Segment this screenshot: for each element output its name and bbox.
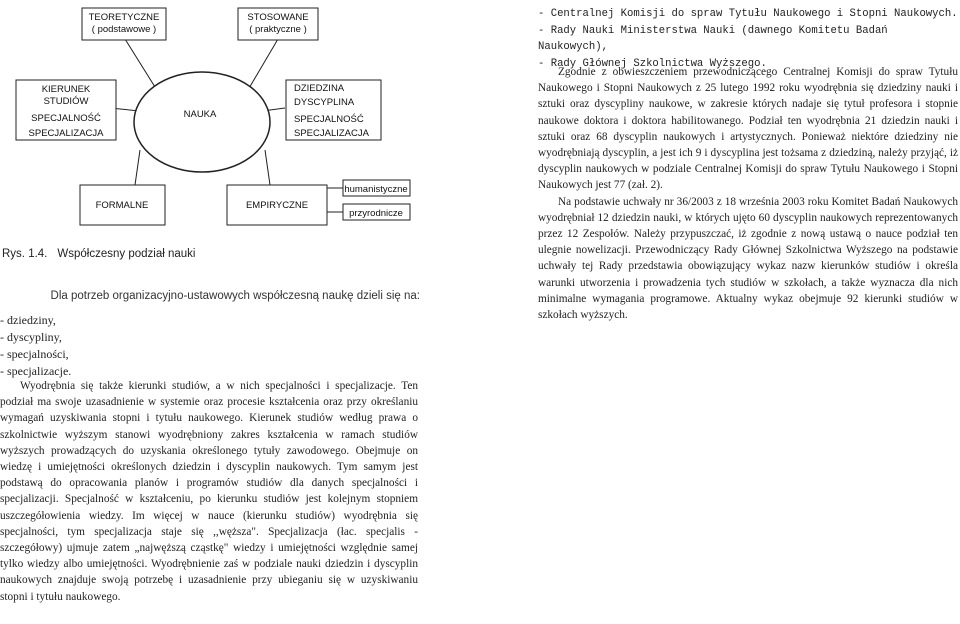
empirical-label: EMPIRYCZNE	[245, 200, 309, 211]
right-box-line-1: DZIEDZINA	[294, 83, 345, 94]
right-box-line-4: SPECJALIZACJA	[294, 128, 369, 139]
right-body-text	[538, 64, 958, 323]
science-label: NAUKA	[183, 109, 217, 120]
division-lead-text: Dla potrzeb organizacyjno-ustawowych współczesną naukę dzieli się na:	[50, 290, 420, 302]
paragraph: Wyodrębnia się także kierunki studiów, a w nich specjalności i specjalizacje. Ten podział ma swoje uzasadnienie w systemie oraz procesie kształcenia oraz przy określaniu wymagań uzyskiwania stopni i tytułu naukowego. Kierunek studiów według prawa o szkolnictwie wyższym stanowi wyodrębniony zakres kształcenia w ramach studiów wyższych prowadzących do uzyskania określonego tytuły zawodowego. Obejmuje on wiedzę i umiejętności określonych dziedzin i dyscyplin naukowych. Tym samym jest podstawą do opracowania planów i programów studiów dla danych specjalności i specjalizacji. Specjalność w kształceniu, po kierunku studiów jest kolejnym stopniem uszczegółowienia wiedzy. Im więcej w nauce (kierunku studiów) wyodrębnia się specjalności, tym specjalizacja staje się ,,węższa". Specjalizacja (łac. specjalis - szczegółowy) ujmuje zatem „najwęższą cząstkę" wiedzy i umiejętności względnie samej tylko wiedzy albo umiejętności. Wyodrębnienie zaś w podziale nauki dziedzin i dyscyplin naukowych znajduje swoją potrzebę i uzasadnienie przy ubieganiu się w uzyskiwaniu stopni i tytułu naukowego.	[0, 380, 418, 603]
list-item: - specjalizacje.	[0, 363, 420, 380]
humanities-label: humanistyczne	[344, 184, 408, 195]
right-box-line-3: SPECJALNOŚĆ	[294, 114, 364, 125]
list-item: - Rady Nauki Ministerstwa Nauki (dawnego Komitetu Badań Naukowych),	[538, 23, 958, 56]
applied-sublabel: ( praktyczne )	[249, 24, 307, 35]
domain-box	[286, 80, 381, 140]
natural-sciences-box	[343, 204, 410, 220]
paragraph: Zgodnie z obwieszczeniem przewodniczącego Centralnej Komisji do spraw Tytułu Naukowego i Stopni Naukowych z 25 lutego 1992 roku wyodrębnia się dziedziny nauki i sztuki oraz dyscypliny naukowe, w zakresie których nadaje się tytuł profesora i stopnie naukowe doktora i doktora habilitowanego. Podział ten wyodrębnia 21 dziedzin nauki i sztuki oraz 68 dyscyplin naukowych i artystycznych. Ponieważ niektóre dziedziny nie wyodrębniają dyscyplin, a jest ich 9 i dyscyplina jest tożsama z dziedziną, należy przyjąć, iż dyscyplin naukowych w podziale Centralnej Komisji do spraw Tytułu Naukowego i Stopni Naukowych jest 77 (zał. 2).	[538, 66, 958, 192]
formal-label: FORMALNE	[95, 200, 149, 211]
empirical-box	[227, 185, 327, 225]
left-body-text	[0, 378, 418, 605]
list-item: - dziedziny,	[0, 312, 420, 329]
right-box-line-2: DYSCYPLINA	[294, 97, 355, 108]
figure-title: Współczesny podział nauki	[57, 248, 196, 260]
left-box-line-4: SPECJALIZACJA	[28, 128, 104, 139]
natural-sciences-label: przyrodnicze	[349, 208, 403, 219]
list-item: - dyscypliny,	[0, 329, 420, 346]
theoretical-box	[82, 8, 166, 40]
list-item: - specjalności,	[0, 346, 420, 363]
list-item: - Centralnej Komisji do spraw Tytułu Naukowego i Stopni Naukowych.	[538, 6, 958, 23]
theoretical-label: TEORETYCZNE	[88, 12, 160, 23]
list-item: - Rady Głównej Szkolnictwa Wyższego.	[538, 56, 958, 73]
formal-box	[80, 185, 165, 225]
figure-number: Rys. 1.4.	[2, 248, 48, 260]
applied-box	[238, 8, 318, 40]
figure-caption	[2, 248, 422, 260]
humanities-box	[343, 180, 410, 196]
institutions-list	[538, 6, 958, 72]
left-box-line-1: KIERUNEK	[41, 84, 91, 95]
science-ellipse	[134, 72, 270, 172]
left-box-line-2: STUDIÓW	[43, 96, 89, 107]
science-division-diagram	[0, 0, 420, 240]
study-field-box	[16, 80, 116, 140]
left-box-line-3: SPECJALNOŚĆ	[31, 113, 101, 124]
division-list	[0, 312, 420, 380]
paragraph: Na podstawie uchwały nr 36/2003 z 18 września 2003 roku Komitet Badań Naukowych wyodrębniał 12 dziedzin nauki, w których ujęto 60 dyscyplin naukowych reprezentowanych przez 12 Zespołów. Należy przypuszczać, iż zgodnie z nową ustawą o nauce podział ten ulegnie nowelizacji. Przewodniczący Rady Głównej Szkolnictwa Wyższego na podstawie uchwały tej Rady przedstawia obowiązujący wykaz nazw kierunków studiów i określa warunki utworzenia i prowadzenia tych studiów w szkołach, a także wyznacza dla nich minimalne wymagania programowe. Aktualny wykaz obejmuje 92 kierunki studiów w szkołach wyższych.	[538, 195, 958, 322]
theoretical-sublabel: ( podstawowe )	[91, 24, 157, 35]
applied-label: STOSOWANE	[247, 12, 309, 23]
